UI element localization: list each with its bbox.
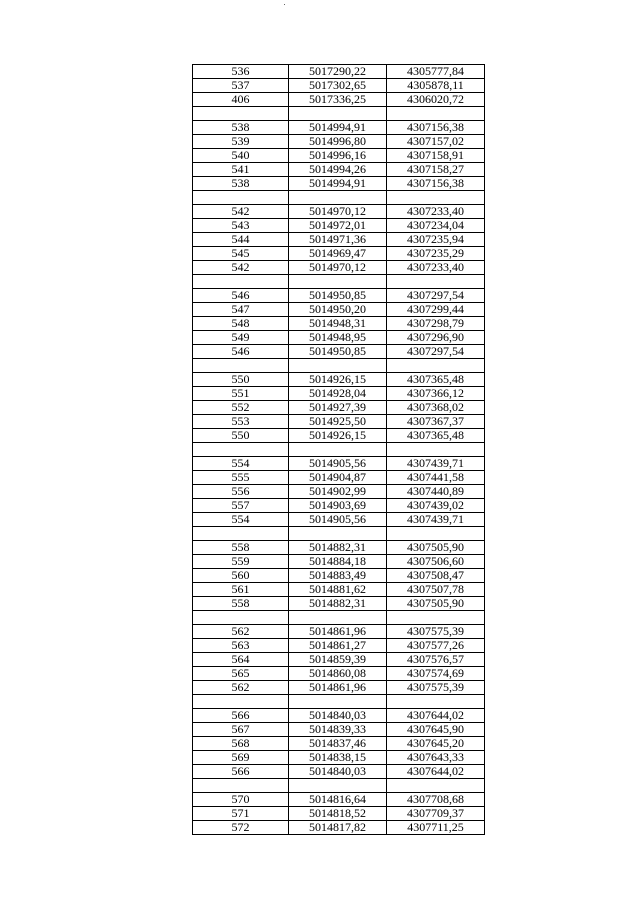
y-coordinate-cell: 4307577,26	[387, 639, 485, 653]
table-row	[193, 415, 485, 429]
point-number-cell: 537	[193, 79, 289, 93]
point-number-cell: 567	[193, 723, 289, 737]
x-coordinate-cell: 5014905,56	[289, 513, 387, 527]
table-row	[193, 79, 485, 93]
x-coordinate-cell	[289, 107, 387, 121]
coordinates-table	[192, 64, 485, 835]
y-coordinate-cell: 4307439,71	[387, 513, 485, 527]
point-number-cell: 552	[193, 401, 289, 415]
y-coordinate-cell: 4307575,39	[387, 681, 485, 695]
point-number-cell: 565	[193, 667, 289, 681]
x-coordinate-cell	[289, 443, 387, 457]
table-row	[193, 737, 485, 751]
point-number-cell: 546	[193, 345, 289, 359]
x-coordinate-cell: 5014926,15	[289, 429, 387, 443]
table-row	[193, 653, 485, 667]
table-row	[193, 401, 485, 415]
y-coordinate-cell	[387, 107, 485, 121]
x-coordinate-cell	[289, 191, 387, 205]
x-coordinate-cell: 5014861,27	[289, 639, 387, 653]
x-coordinate-cell: 5017302,65	[289, 79, 387, 93]
table-row	[193, 583, 485, 597]
x-coordinate-cell: 5014928,04	[289, 387, 387, 401]
point-number-cell: 538	[193, 177, 289, 191]
table-row	[193, 93, 485, 107]
y-coordinate-cell: 4307156,38	[387, 121, 485, 135]
table-row	[193, 667, 485, 681]
separator-row	[193, 275, 485, 289]
point-number-cell: 562	[193, 681, 289, 695]
x-coordinate-cell: 5014925,50	[289, 415, 387, 429]
x-coordinate-cell: 5014816,64	[289, 793, 387, 807]
point-number-cell: 561	[193, 583, 289, 597]
table-row	[193, 471, 485, 485]
y-coordinate-cell: 4307233,40	[387, 205, 485, 219]
table-row	[193, 821, 485, 835]
table-row	[193, 681, 485, 695]
y-coordinate-cell: 4307574,69	[387, 667, 485, 681]
point-number-cell	[193, 695, 289, 709]
point-number-cell: 550	[193, 373, 289, 387]
y-coordinate-cell: 4307643,33	[387, 751, 485, 765]
y-coordinate-cell: 4307365,48	[387, 373, 485, 387]
point-number-cell: 558	[193, 541, 289, 555]
point-number-cell: 545	[193, 247, 289, 261]
x-coordinate-cell: 5014970,12	[289, 205, 387, 219]
y-coordinate-cell: 4307297,54	[387, 289, 485, 303]
table-row	[193, 793, 485, 807]
x-coordinate-cell: 5014994,91	[289, 121, 387, 135]
x-coordinate-cell	[289, 527, 387, 541]
y-coordinate-cell: 4307711,25	[387, 821, 485, 835]
point-number-cell	[193, 779, 289, 793]
x-coordinate-cell: 5014882,31	[289, 597, 387, 611]
table-row	[193, 513, 485, 527]
table-row	[193, 331, 485, 345]
y-coordinate-cell	[387, 527, 485, 541]
table-row	[193, 597, 485, 611]
point-number-cell	[193, 359, 289, 373]
y-coordinate-cell: 4307366,12	[387, 387, 485, 401]
coordinates-table-body	[193, 65, 485, 835]
x-coordinate-cell: 5014994,91	[289, 177, 387, 191]
table-row	[193, 625, 485, 639]
point-number-cell: 553	[193, 415, 289, 429]
point-number-cell: 572	[193, 821, 289, 835]
point-number-cell: 549	[193, 331, 289, 345]
point-number-cell: 543	[193, 219, 289, 233]
y-coordinate-cell: 4307299,44	[387, 303, 485, 317]
point-number-cell: 541	[193, 163, 289, 177]
separator-row	[193, 611, 485, 625]
separator-row	[193, 779, 485, 793]
point-number-cell: 556	[193, 485, 289, 499]
table-row	[193, 569, 485, 583]
table-row	[193, 709, 485, 723]
point-number-cell: 557	[193, 499, 289, 513]
point-number-cell: 539	[193, 135, 289, 149]
point-number-cell: 542	[193, 261, 289, 275]
x-coordinate-cell: 5014817,82	[289, 821, 387, 835]
point-number-cell: 554	[193, 513, 289, 527]
point-number-cell: 536	[193, 65, 289, 79]
point-number-cell: 570	[193, 793, 289, 807]
point-number-cell: 568	[193, 737, 289, 751]
y-coordinate-cell	[387, 359, 485, 373]
separator-row	[193, 191, 485, 205]
point-number-cell: 571	[193, 807, 289, 821]
y-coordinate-cell: 4307439,02	[387, 499, 485, 513]
x-coordinate-cell: 5014994,26	[289, 163, 387, 177]
y-coordinate-cell: 4307158,91	[387, 149, 485, 163]
x-coordinate-cell: 5014970,12	[289, 261, 387, 275]
point-number-cell: 558	[193, 597, 289, 611]
point-number-cell: 551	[193, 387, 289, 401]
y-coordinate-cell: 4307505,90	[387, 541, 485, 555]
y-coordinate-cell: 4307506,60	[387, 555, 485, 569]
point-number-cell: 542	[193, 205, 289, 219]
x-coordinate-cell: 5014948,31	[289, 317, 387, 331]
point-number-cell: 555	[193, 471, 289, 485]
y-coordinate-cell: 4307440,89	[387, 485, 485, 499]
y-coordinate-cell: 4307576,57	[387, 653, 485, 667]
x-coordinate-cell: 5014838,15	[289, 751, 387, 765]
scan-speck	[284, 4, 285, 5]
point-number-cell: 566	[193, 765, 289, 779]
y-coordinate-cell: 4307296,90	[387, 331, 485, 345]
y-coordinate-cell: 4307297,54	[387, 345, 485, 359]
x-coordinate-cell: 5014927,39	[289, 401, 387, 415]
x-coordinate-cell: 5014839,33	[289, 723, 387, 737]
x-coordinate-cell: 5014905,56	[289, 457, 387, 471]
y-coordinate-cell: 4307575,39	[387, 625, 485, 639]
y-coordinate-cell: 4307644,02	[387, 709, 485, 723]
table-row	[193, 373, 485, 387]
point-number-cell: 559	[193, 555, 289, 569]
y-coordinate-cell: 4307441,58	[387, 471, 485, 485]
y-coordinate-cell: 4307507,78	[387, 583, 485, 597]
separator-row	[193, 443, 485, 457]
table-row	[193, 261, 485, 275]
point-number-cell: 538	[193, 121, 289, 135]
y-coordinate-cell: 4307365,48	[387, 429, 485, 443]
y-coordinate-cell: 4307233,40	[387, 261, 485, 275]
x-coordinate-cell	[289, 779, 387, 793]
x-coordinate-cell	[289, 359, 387, 373]
y-coordinate-cell: 4307645,90	[387, 723, 485, 737]
x-coordinate-cell: 5014881,62	[289, 583, 387, 597]
y-coordinate-cell: 4306020,72	[387, 93, 485, 107]
x-coordinate-cell: 5014902,99	[289, 485, 387, 499]
table-row	[193, 205, 485, 219]
table-row	[193, 639, 485, 653]
table-row	[193, 163, 485, 177]
y-coordinate-cell: 4307508,47	[387, 569, 485, 583]
x-coordinate-cell: 5014882,31	[289, 541, 387, 555]
x-coordinate-cell: 5014840,03	[289, 765, 387, 779]
x-coordinate-cell: 5014948,95	[289, 331, 387, 345]
x-coordinate-cell: 5014926,15	[289, 373, 387, 387]
x-coordinate-cell: 5014950,85	[289, 289, 387, 303]
y-coordinate-cell: 4307708,68	[387, 793, 485, 807]
x-coordinate-cell: 5014884,18	[289, 555, 387, 569]
y-coordinate-cell: 4307439,71	[387, 457, 485, 471]
x-coordinate-cell: 5017336,25	[289, 93, 387, 107]
table-row	[193, 499, 485, 513]
table-row	[193, 751, 485, 765]
table-row	[193, 219, 485, 233]
point-number-cell: 562	[193, 625, 289, 639]
table-row	[193, 65, 485, 79]
point-number-cell: 548	[193, 317, 289, 331]
y-coordinate-cell: 4307645,20	[387, 737, 485, 751]
table-row	[193, 303, 485, 317]
point-number-cell	[193, 275, 289, 289]
point-number-cell: 569	[193, 751, 289, 765]
y-coordinate-cell: 4305777,84	[387, 65, 485, 79]
y-coordinate-cell: 4307298,79	[387, 317, 485, 331]
y-coordinate-cell	[387, 191, 485, 205]
y-coordinate-cell: 4307157,02	[387, 135, 485, 149]
point-number-cell: 546	[193, 289, 289, 303]
point-number-cell: 547	[193, 303, 289, 317]
table-row	[193, 289, 485, 303]
table-row	[193, 807, 485, 821]
x-coordinate-cell: 5014861,96	[289, 625, 387, 639]
x-coordinate-cell: 5014950,20	[289, 303, 387, 317]
y-coordinate-cell	[387, 443, 485, 457]
x-coordinate-cell: 5014859,39	[289, 653, 387, 667]
table-row	[193, 387, 485, 401]
point-number-cell: 550	[193, 429, 289, 443]
y-coordinate-cell: 4307368,02	[387, 401, 485, 415]
point-number-cell: 564	[193, 653, 289, 667]
x-coordinate-cell: 5014818,52	[289, 807, 387, 821]
x-coordinate-cell: 5014903,69	[289, 499, 387, 513]
point-number-cell: 563	[193, 639, 289, 653]
y-coordinate-cell: 4307505,90	[387, 597, 485, 611]
x-coordinate-cell: 5014971,36	[289, 233, 387, 247]
table-row	[193, 429, 485, 443]
point-number-cell	[193, 443, 289, 457]
point-number-cell: 560	[193, 569, 289, 583]
x-coordinate-cell	[289, 275, 387, 289]
x-coordinate-cell: 5014969,47	[289, 247, 387, 261]
x-coordinate-cell: 5014972,01	[289, 219, 387, 233]
y-coordinate-cell: 4307234,04	[387, 219, 485, 233]
point-number-cell	[193, 527, 289, 541]
table-row	[193, 177, 485, 191]
x-coordinate-cell: 5014996,16	[289, 149, 387, 163]
table-row	[193, 723, 485, 737]
x-coordinate-cell: 5017290,22	[289, 65, 387, 79]
table-row	[193, 317, 485, 331]
y-coordinate-cell: 4307709,37	[387, 807, 485, 821]
point-number-cell	[193, 191, 289, 205]
x-coordinate-cell: 5014950,85	[289, 345, 387, 359]
x-coordinate-cell: 5014840,03	[289, 709, 387, 723]
table-row	[193, 233, 485, 247]
y-coordinate-cell	[387, 695, 485, 709]
point-number-cell: 566	[193, 709, 289, 723]
point-number-cell: 540	[193, 149, 289, 163]
table-row	[193, 135, 485, 149]
x-coordinate-cell	[289, 695, 387, 709]
table-row	[193, 457, 485, 471]
x-coordinate-cell: 5014883,49	[289, 569, 387, 583]
table-row	[193, 541, 485, 555]
point-number-cell: 554	[193, 457, 289, 471]
table-row	[193, 247, 485, 261]
separator-row	[193, 107, 485, 121]
y-coordinate-cell: 4307644,02	[387, 765, 485, 779]
separator-row	[193, 527, 485, 541]
point-number-cell: 406	[193, 93, 289, 107]
y-coordinate-cell: 4307158,27	[387, 163, 485, 177]
table-row	[193, 765, 485, 779]
x-coordinate-cell: 5014860,08	[289, 667, 387, 681]
y-coordinate-cell: 4307235,29	[387, 247, 485, 261]
x-coordinate-cell: 5014861,96	[289, 681, 387, 695]
separator-row	[193, 695, 485, 709]
x-coordinate-cell: 5014996,80	[289, 135, 387, 149]
separator-row	[193, 359, 485, 373]
y-coordinate-cell: 4307156,38	[387, 177, 485, 191]
y-coordinate-cell	[387, 779, 485, 793]
point-number-cell: 544	[193, 233, 289, 247]
point-number-cell	[193, 107, 289, 121]
y-coordinate-cell: 4305878,11	[387, 79, 485, 93]
x-coordinate-cell: 5014904,87	[289, 471, 387, 485]
table-row	[193, 121, 485, 135]
y-coordinate-cell: 4307367,37	[387, 415, 485, 429]
y-coordinate-cell: 4307235,94	[387, 233, 485, 247]
table-row	[193, 555, 485, 569]
table-row	[193, 485, 485, 499]
table-row	[193, 345, 485, 359]
x-coordinate-cell	[289, 611, 387, 625]
point-number-cell	[193, 611, 289, 625]
table-row	[193, 149, 485, 163]
x-coordinate-cell: 5014837,46	[289, 737, 387, 751]
y-coordinate-cell	[387, 275, 485, 289]
y-coordinate-cell	[387, 611, 485, 625]
